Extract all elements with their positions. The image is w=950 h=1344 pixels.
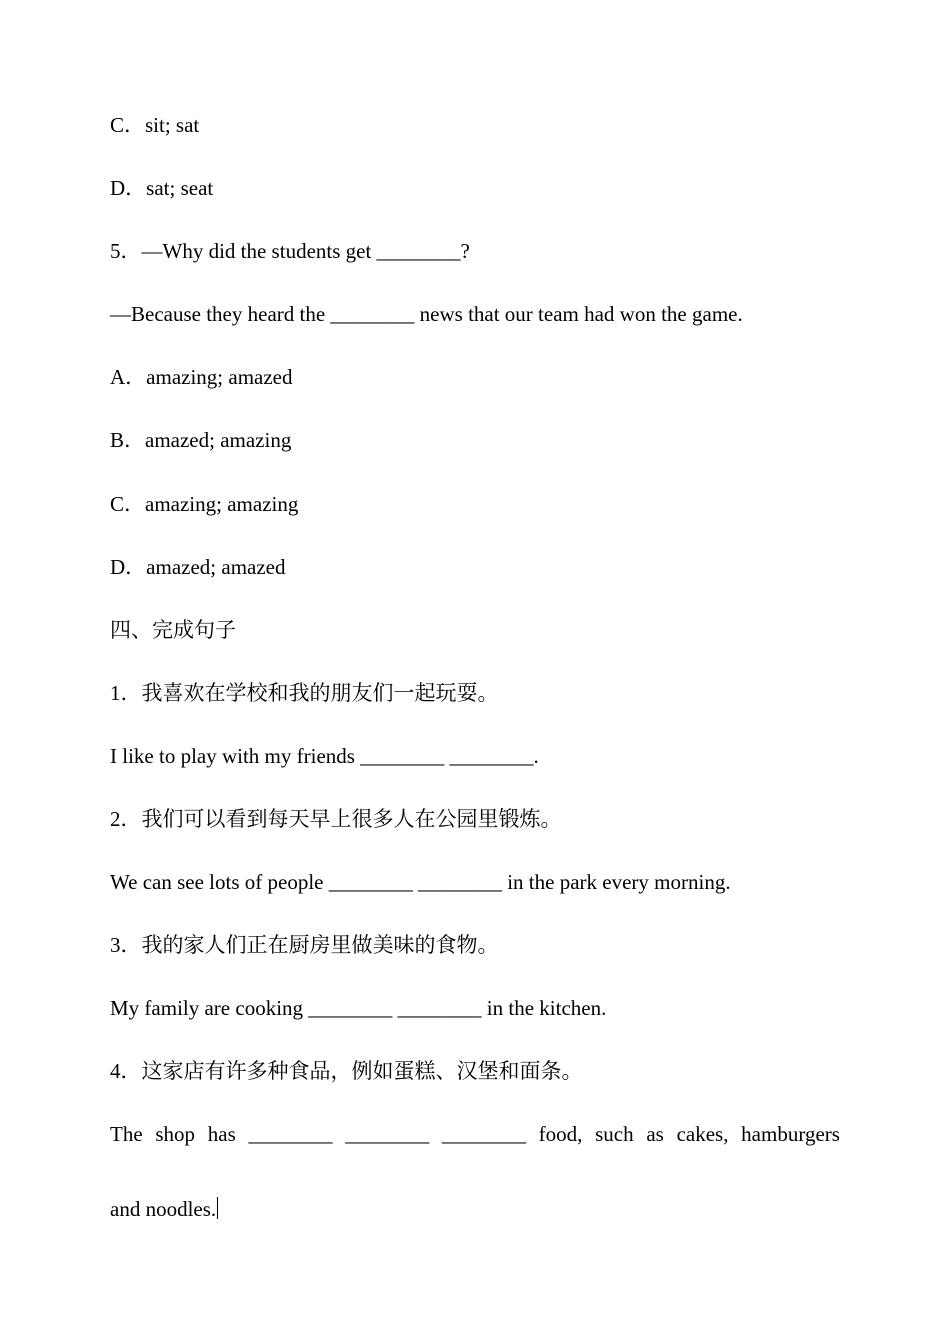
word: such <box>595 1122 634 1146</box>
option-d-q5: D．amazed; amazed <box>110 555 286 579</box>
section-heading: 四、完成句子 <box>110 618 236 642</box>
word: food, <box>538 1122 583 1146</box>
last-line-text: and noodles. <box>110 1197 217 1221</box>
sentence-1-english: I like to play with my friends ________ ________. <box>110 744 539 768</box>
blank: ________ <box>248 1122 333 1146</box>
sentence-1-chinese: 1．我喜欢在学校和我的朋友们一起玩耍。 <box>110 681 499 705</box>
question-5-response: —Because they heard the ________ news that our team had won the game. <box>110 302 743 326</box>
blank: ________ <box>345 1122 430 1146</box>
sentence-4-english-line-2[interactable] <box>110 1196 218 1222</box>
sentence-4-english-line-1 <box>110 1121 840 1147</box>
sentence-3-english: My family are cooking ________ ________ in the kitchen. <box>110 996 607 1020</box>
option-c-q5: C．amazing; amazing <box>110 492 299 516</box>
sentence-2-english: We can see lots of people ________ ________ in the park every morning. <box>110 870 731 894</box>
option-c-q4: C．sit; sat <box>110 113 200 137</box>
sentence-4-chinese: 4．这家店有许多种食品，例如蛋糕、汉堡和面条。 <box>110 1059 583 1083</box>
word: The <box>110 1122 143 1146</box>
blank: ________ <box>441 1122 526 1146</box>
option-b-q5: B．amazed; amazing <box>110 428 292 452</box>
word: shop <box>155 1122 196 1146</box>
word: as <box>646 1122 664 1146</box>
word: cakes, <box>676 1122 729 1146</box>
text-cursor <box>217 1197 218 1219</box>
question-5-prompt: 5．—Why did the students get ________? <box>110 239 470 263</box>
sentence-2-chinese: 2．我们可以看到每天早上很多人在公园里锻炼。 <box>110 807 562 831</box>
option-d-q4: D．sat; seat <box>110 176 214 200</box>
word: has <box>207 1122 236 1146</box>
sentence-3-chinese: 3．我的家人们正在厨房里做美味的食物。 <box>110 933 499 957</box>
word: hamburgers <box>741 1122 840 1146</box>
option-a-q5: A．amazing; amazed <box>110 365 293 389</box>
